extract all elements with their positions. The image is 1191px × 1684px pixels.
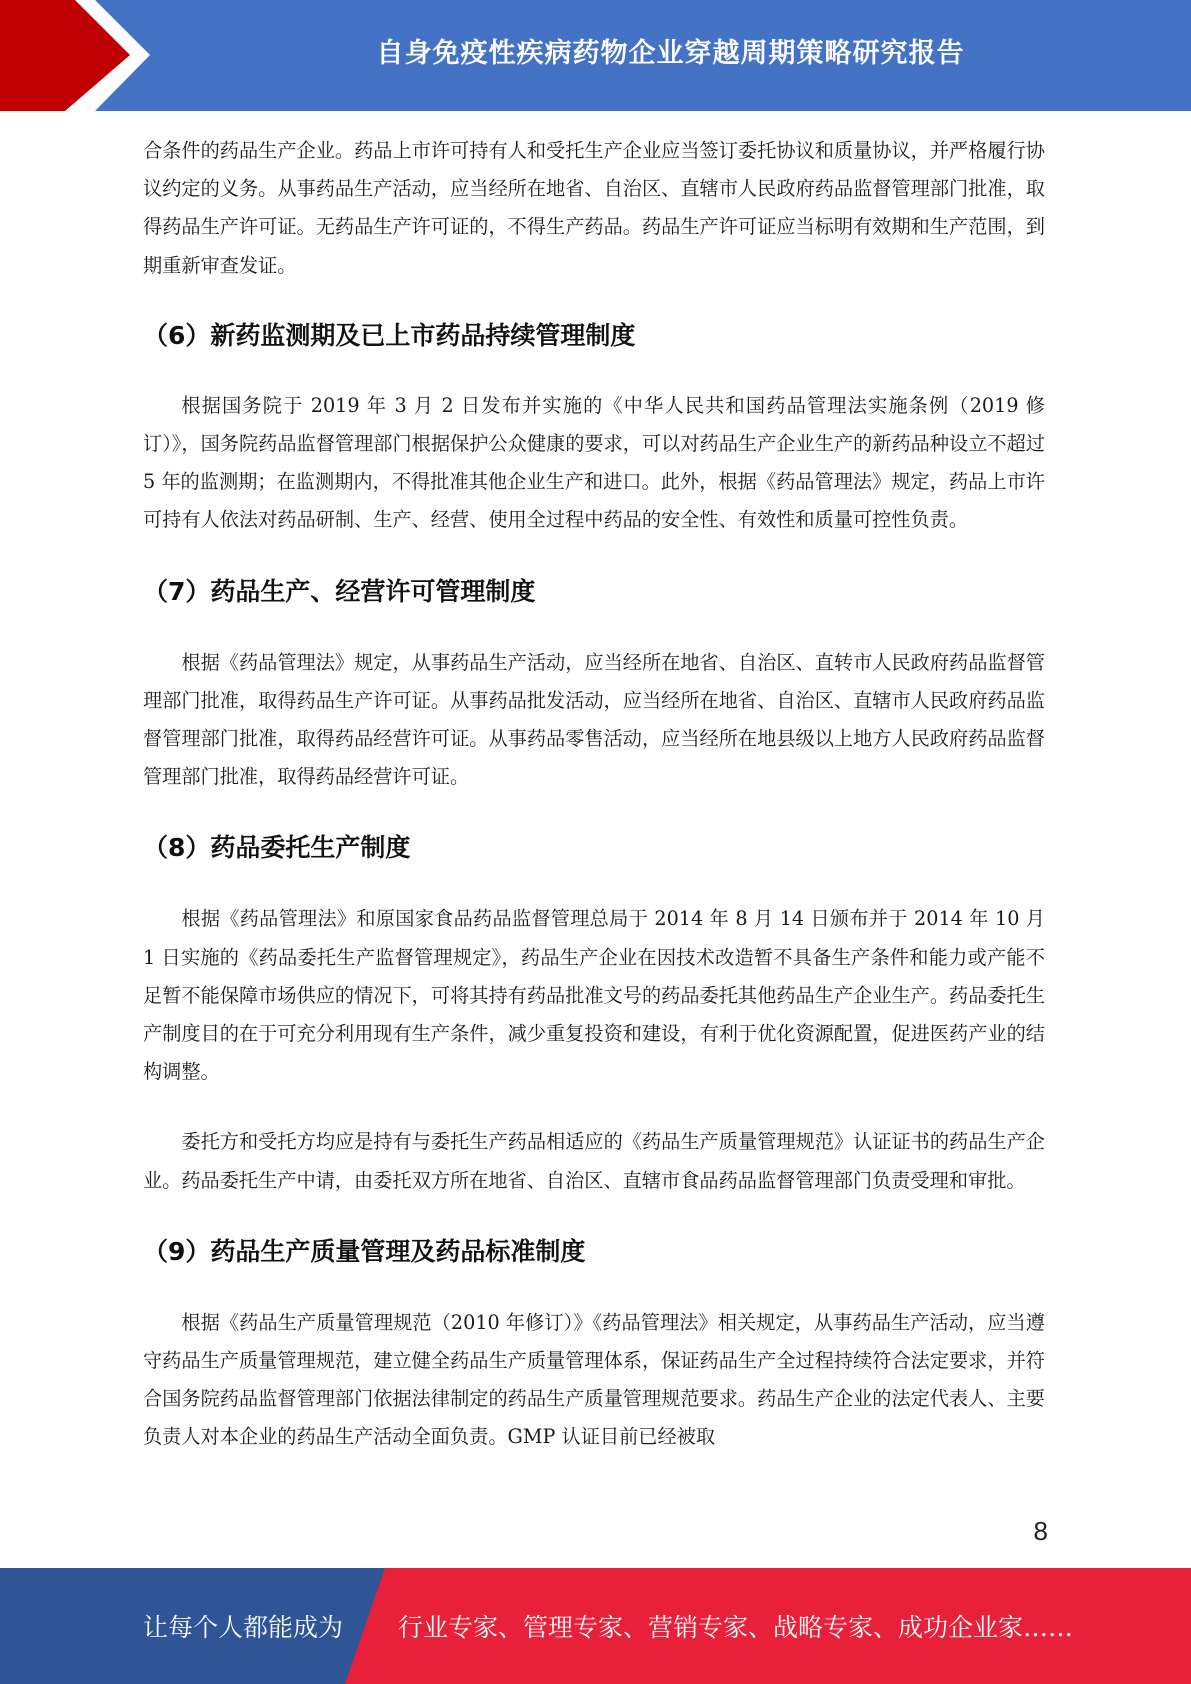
section-6-paragraph: 根据国务院于 2019 年 3 月 2 日发布并实施的《中华人民共和国药品管理法实施条例（2019 修订）》，国务院药品监督管理部门根据保护公众健康的要求，可以对药品生产企业生产的新药品种设立不超过 5 年的监测期；在监测期内，不得批准其他企业生产和进口。此外，根据《药品管理法》规定，药品上市许可持有人依法对药品研制、生产、经营、使用全过程中药品的安全性、有效性和质量可控性负责。 (143, 393, 1045, 532)
section-heading-6: （6）新药监测期及已上市药品持续管理制度 (143, 320, 636, 350)
section-8-paragraph-2: 委托方和受托方均应是持有与委托生产药品相适应的《药品生产质量管理规范》认证证书的药品生产企业。药品委托生产中请，由委托双方所在地省、自治区、直辖市食品药品监督管理部门负责受理和审批。 (143, 1130, 1045, 1192)
section-8-paragraph-1: 根据《药品管理法》和原国家食品药品监督管理总局于 2014 年 8 月 14 日颁布并于 2014 年 10 月 1 日实施的《药品委托生产监督管理规定》，药品生产企业在因技术改造暂不具备生产条件和能力或产能不足暂不能保障市场供应的情况下，可将其持有药品批准文号的药品委托其他药品生产企业生产。药品委托生产制度目的在于可充分利用现有生产条件，减少重复投资和建设，有利于优化资源配置，促进医药产业的结构调整。 (143, 907, 1045, 1084)
section-9-paragraph: 根据《药品生产质量管理规范（2010 年修订）》《药品管理法》相关规定，从事药品生产活动，应当遵守药品生产质量管理规范，建立健全药品生产质量管理体系，保证药品生产全过程持续符合法定要求，并符合国务院药品监督管理部门依据法律制定的药品生产质量管理规范要求。药品生产企业的法定代表人、主要负责人对本企业的药品生产活动全面负责。GMP 认证目前已经被取 (143, 1310, 1045, 1449)
footer-slogan-right: 行业专家、管理专家、营销专家、战略专家、成功企业家…… (398, 1613, 1074, 1642)
page-content (143, 132, 1045, 1457)
footer-bar (0, 1568, 1191, 1684)
report-title: 自身免疫性疾病药物企业穿越周期策略研究报告 (376, 37, 965, 69)
header-red-arrow-decoration (0, 0, 160, 111)
section-heading-8: （8）药品委托生产制度 (143, 833, 411, 863)
page-number: 8 (1033, 1516, 1048, 1546)
section-heading-9: （9）药品生产质量管理及药品标准制度 (143, 1236, 586, 1266)
section-7-paragraph: 根据《药品管理法》规定，从事药品生产活动，应当经所在地省、自治区、直转市人民政府药品监督管理部门批准，取得药品生产许可证。从事药品批发活动，应当经所在地省、自治区、直辖市人民政府药品监督管理部门批准，取得药品经营许可证。从事药品零售活动，应当经所在地县级以上地方人民政府药品监督管理部门批准，取得药品经营许可证。 (143, 650, 1045, 789)
intro-paragraph: 合条件的药品生产企业。药品上市许可持有人和受托生产企业应当签订委托协议和质量协议，并严格履行协议约定的义务。从事药品生产活动，应当经所在地省、自治区、直辖市人民政府药品监督管理部门批准，取得药品生产许可证。无药品生产许可证的，不得生产药品。药品生产许可证应当标明有效期和生产范围，到期重新审查发证。 (143, 139, 1045, 277)
section-heading-7: （7）药品生产、经营许可管理制度 (143, 576, 536, 606)
footer-slogan-left: 让每个人都能成为 (143, 1613, 344, 1642)
header-bar (0, 0, 1191, 111)
